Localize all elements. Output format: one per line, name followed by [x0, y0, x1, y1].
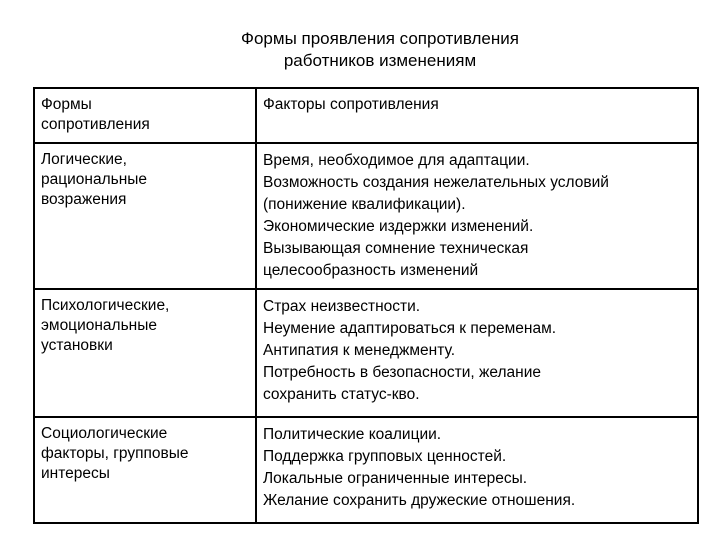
factor-line: сохранить статус-кво.: [263, 386, 420, 403]
title-line-1: Формы проявления сопротивления: [241, 29, 519, 48]
header-factors-label: Факторы сопротивления: [263, 96, 439, 113]
factor-line: целесообразность изменений: [263, 262, 479, 279]
factor-line: (понижение квалификации).: [263, 196, 466, 213]
factor-line: Антипатия к менеджменту.: [263, 342, 456, 359]
table-row: [34, 143, 698, 289]
factor-line: Вызывающая сомнение техническая: [263, 240, 529, 257]
header-forms-line-1: Формы: [41, 96, 92, 113]
factor-line: Возможность создания нежелательных условий: [263, 174, 609, 191]
factor-line: Политические коалиции.: [263, 426, 442, 443]
header-forms-line-2: сопротивления: [41, 116, 150, 133]
form-line: интересы: [41, 465, 110, 482]
form-cell: [34, 289, 256, 417]
factor-line: Неумение адаптироваться к переменам.: [263, 320, 557, 337]
form-line: факторы, групповые: [41, 445, 189, 462]
header-forms-cell: [34, 88, 256, 143]
form-line: возражения: [41, 191, 127, 208]
form-line: Психологические,: [41, 297, 170, 314]
factors-cell: [256, 143, 698, 289]
factor-line: Экономические издержки изменений.: [263, 218, 534, 235]
form-cell: [34, 417, 256, 523]
form-line: Социологические: [41, 425, 168, 442]
page-title: [0, 28, 720, 72]
factors-cell: [256, 417, 698, 523]
factors-cell: [256, 289, 698, 417]
title-line-2: работников изменениям: [283, 51, 477, 70]
form-cell: [34, 143, 256, 289]
table-header-row: [34, 88, 698, 143]
header-factors-cell: [256, 88, 698, 143]
factor-line: Локальные ограниченные интересы.: [263, 470, 528, 487]
factor-line: Поддержка групповых ценностей.: [263, 448, 507, 465]
form-line: эмоциональные: [41, 317, 157, 334]
factor-line: Потребность в безопасности, желание: [263, 364, 541, 381]
factor-line: Время, необходимое для адаптации.: [263, 152, 530, 169]
form-line: Логические,: [41, 151, 127, 168]
table-row: [34, 417, 698, 523]
form-line: установки: [41, 337, 113, 354]
resistance-table: [33, 87, 699, 524]
factor-line: Желание сохранить дружеские отношения.: [263, 492, 576, 509]
table-row: [34, 289, 698, 417]
form-line: рациональные: [41, 171, 148, 188]
factor-line: Страх неизвестности.: [263, 298, 421, 315]
